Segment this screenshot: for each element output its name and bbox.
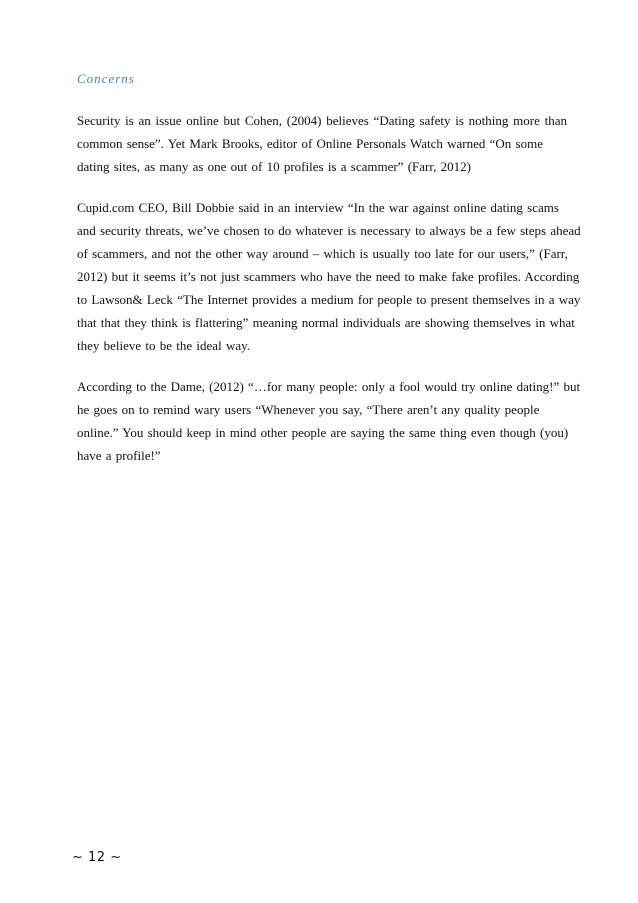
- text-line: common sense”. Yet Mark Brooks, editor of Online Personals Watch warned “On some: [77, 136, 543, 151]
- text-line: and security threats, we’ve chosen to do whatever is necessary to always be a few steps ahead: [77, 223, 581, 238]
- text-line: online.” You should keep in mind other people are saying the same thing even though (you): [77, 425, 569, 440]
- section-heading: Concerns: [77, 71, 135, 86]
- text-line: to Lawson& Leck “The Internet provides a medium for people to present themselves in a way: [77, 292, 581, 307]
- paragraph-cupid: [77, 196, 581, 357]
- text-line: have a profile!”: [77, 448, 161, 463]
- text-line: that that they think is flattering” meaning normal individuals are showing themselves in what: [77, 315, 575, 330]
- text-line: 2012) but it seems it’s not just scammers who have the need to make fake profiles. According: [77, 269, 580, 284]
- text-line: According to the Dame, (2012) “…for many people: only a fool would try online dating!” but: [77, 379, 581, 394]
- text-line: Security is an issue online but Cohen, (2004) believes “Dating safety is nothing more than: [77, 113, 567, 128]
- text-line: dating sites, as many as one out of 10 profiles is a scammer” (Farr, 2012): [77, 159, 471, 174]
- page-number: ~ 12 ~: [72, 850, 122, 865]
- paragraph-dame: [77, 375, 581, 467]
- text-line: he goes on to remind wary users “Whenever you say, “There aren’t any quality people: [77, 402, 540, 417]
- text-line: Cupid.com CEO, Bill Dobbie said in an interview “In the war against online dating scams: [77, 200, 559, 215]
- text-line: they believe to be the ideal way.: [77, 338, 251, 353]
- paragraph-security: [77, 109, 567, 178]
- text-line: of scammers, and not the other way around – which is usually too late for our users,” (Farr,: [77, 246, 568, 261]
